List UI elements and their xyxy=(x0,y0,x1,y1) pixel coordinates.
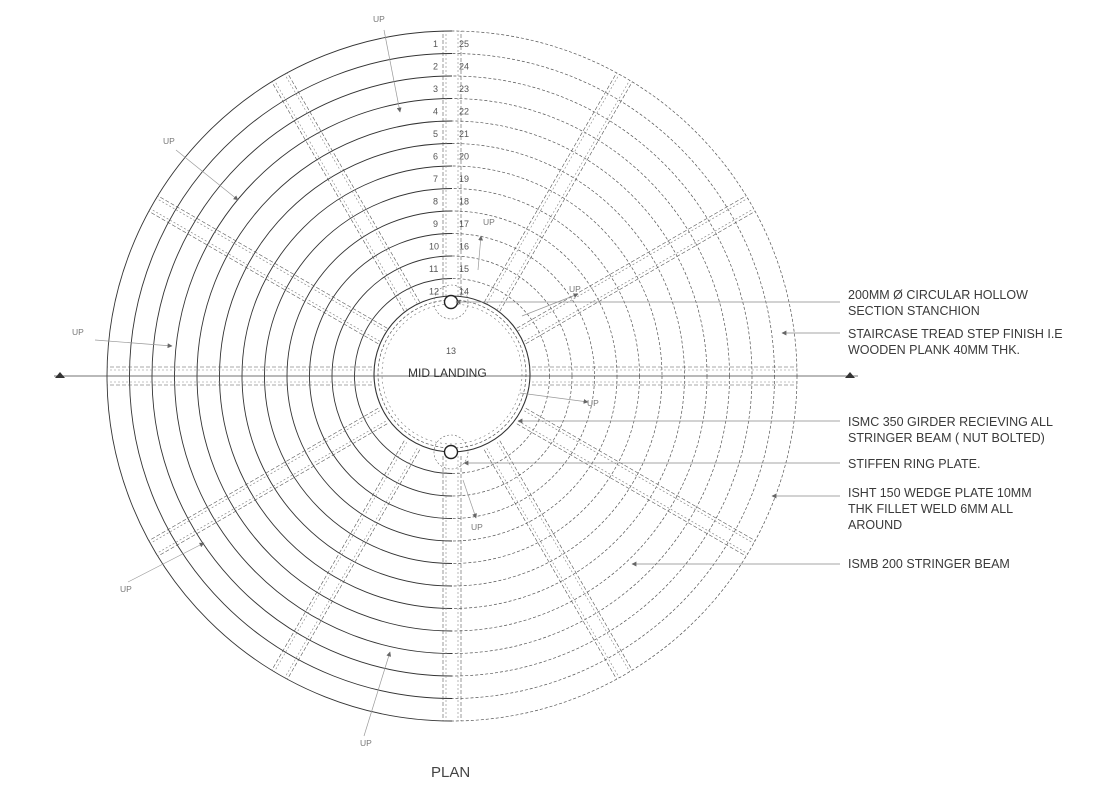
up-direction-arrow xyxy=(384,30,400,112)
stringer-beam-line xyxy=(285,448,418,677)
tread-number-left: 6 xyxy=(433,151,439,162)
callout-stanchion xyxy=(848,288,1028,318)
tread-number-left: 9 xyxy=(433,219,439,229)
stringer-beam-line xyxy=(287,73,420,302)
callout-ring-line1: STIFFEN RING PLATE. xyxy=(848,457,981,471)
tread-number-right: 24 xyxy=(459,61,470,72)
up-direction-arrow xyxy=(463,480,476,518)
up-label: UP xyxy=(587,398,599,408)
tread-number-left: 5 xyxy=(433,129,439,139)
callout-wedge-line3: AROUND xyxy=(848,518,903,532)
stringer-beam-line xyxy=(526,408,755,540)
tread-number-left: 12 xyxy=(429,286,440,297)
callout-girder-line1: ISMC 350 GIRDER RECIEVING ALL xyxy=(848,415,1053,429)
callout-stanchion-line1: 200MM Ø CIRCULAR HOLLOW xyxy=(848,288,1028,302)
tread-number-right: 21 xyxy=(459,129,470,139)
plan-title: PLAN xyxy=(431,764,471,781)
callout-stringer xyxy=(848,557,1010,571)
tread-number-left: 4 xyxy=(433,106,439,117)
tread-number-left: 7 xyxy=(433,174,439,184)
up-label: UP xyxy=(373,14,385,24)
callout-stringer-line1: ISMB 200 STRINGER BEAM xyxy=(848,557,1010,571)
tread-number-right: 14 xyxy=(459,286,470,297)
up-direction-arrow xyxy=(95,340,172,346)
stringer-beam-line xyxy=(526,211,755,343)
stringer-beam-line xyxy=(524,411,753,544)
axis-marker-left xyxy=(55,372,65,378)
callout-wedge-line1: ISHT 150 WEDGE PLATE 10MM xyxy=(848,486,1032,500)
stringer-beam-line xyxy=(287,450,420,679)
stringer-beam-line xyxy=(484,73,616,302)
landing-step-number: 13 xyxy=(446,346,457,356)
up-label: UP xyxy=(471,522,483,532)
up-label: UP xyxy=(163,136,175,146)
callout-wedge xyxy=(848,486,1032,532)
stringer-beam-line xyxy=(150,209,379,342)
tread-number-right: 23 xyxy=(459,84,470,94)
callout-stanchion-line2: SECTION STANCHION xyxy=(848,304,980,318)
up-label: UP xyxy=(569,284,581,294)
up-label: UP xyxy=(483,217,495,227)
up-direction-arrow xyxy=(520,393,588,402)
tread-number-left: 3 xyxy=(433,84,439,94)
up-label: UP xyxy=(72,327,84,337)
tread-number-right: 18 xyxy=(459,196,470,207)
callout-tread-line2: WOODEN PLANK 40MM THK. xyxy=(848,343,1021,357)
stringer-beam-line xyxy=(150,411,379,544)
callout-girder-line2: STRINGER BEAM ( NUT BOLTED) xyxy=(848,431,1045,445)
up-label: UP xyxy=(120,584,132,594)
tread-number-right: 20 xyxy=(459,151,470,162)
callout-tread xyxy=(848,327,1063,357)
callout-wedge-line2: THK FILLET WELD 6MM ALL xyxy=(848,502,1014,516)
stringer-beam-line xyxy=(285,74,418,303)
tread-number-left: 10 xyxy=(429,241,440,252)
stringer-beam-line xyxy=(524,209,753,342)
tread-number-right: 19 xyxy=(459,174,470,184)
tread-number-right: 16 xyxy=(459,241,470,252)
stringer-beam-line xyxy=(149,211,378,343)
callout-girder xyxy=(848,415,1053,445)
callout-ring xyxy=(848,457,980,471)
tread-number-right: 22 xyxy=(459,106,470,117)
stringer-beam-line xyxy=(149,408,378,540)
tread-number-left: 8 xyxy=(433,196,439,207)
callout-tread-line1: STAIRCASE TREAD STEP FINISH I.E xyxy=(848,327,1063,341)
stringer-beam-line xyxy=(487,74,620,303)
tread-number-left: 1 xyxy=(433,39,439,49)
up-label: UP xyxy=(360,738,372,748)
step-numbers xyxy=(429,39,469,297)
tread-number-left: 11 xyxy=(429,264,439,274)
tread-number-right: 15 xyxy=(459,264,470,274)
tread-number-right: 17 xyxy=(459,219,470,229)
axis-marker-right xyxy=(845,372,855,378)
up-direction-arrow xyxy=(478,236,481,270)
stringer-beam-line xyxy=(484,450,616,679)
tread-number-left: 2 xyxy=(433,61,439,72)
up-direction-arrow xyxy=(128,543,204,582)
stringer-beam-line xyxy=(487,448,620,677)
mid-landing-label: MID LANDING xyxy=(408,366,487,380)
stringer-beam-line xyxy=(518,198,747,330)
tread-number-right: 25 xyxy=(459,39,470,49)
up-direction-arrow xyxy=(364,652,390,736)
